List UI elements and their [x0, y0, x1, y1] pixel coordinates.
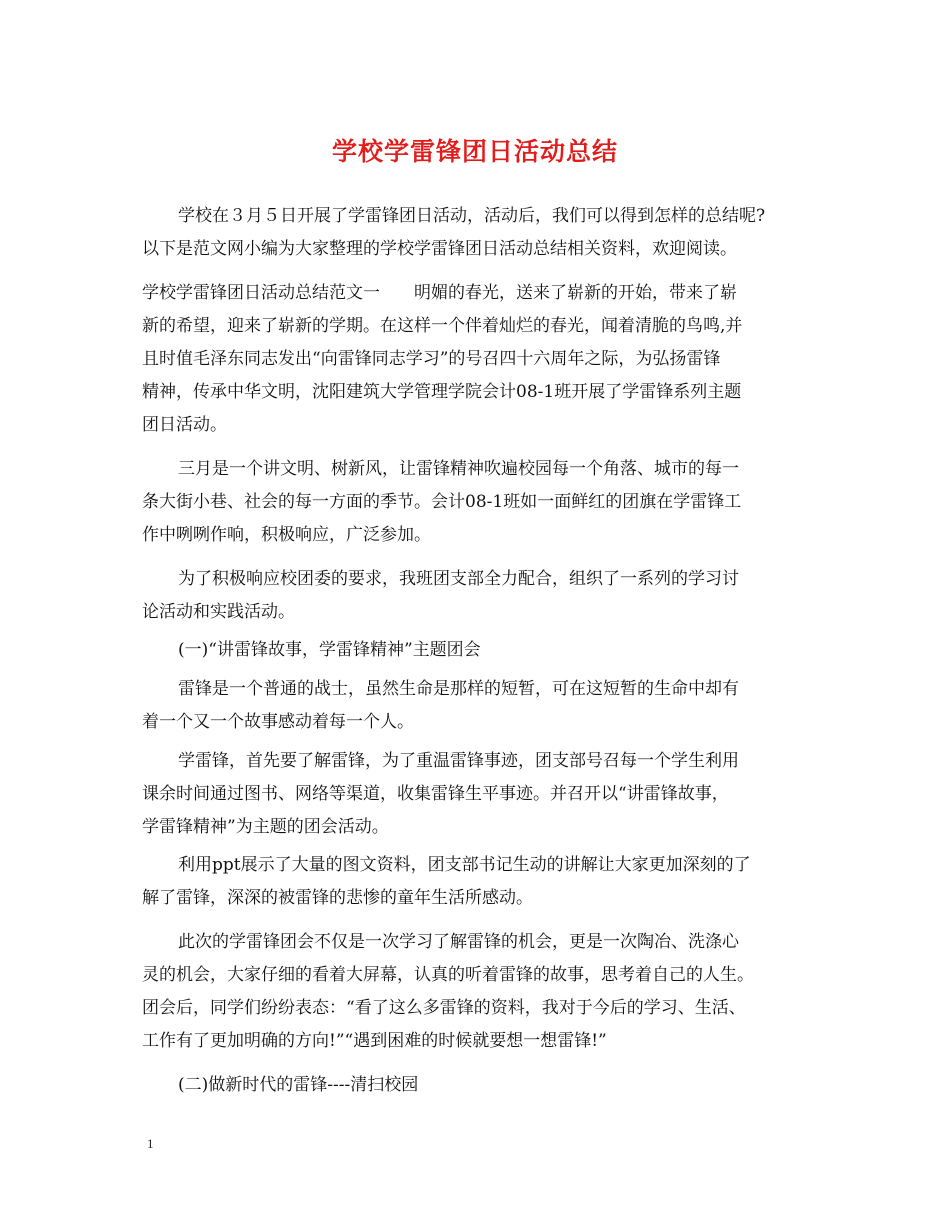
- text-line: 雷锋是一个普通的战士，虽然生命是那样的短暂，可在这短暂的生命中却有: [178, 679, 739, 699]
- text-line: 为了积极响应校团委的要求，我班团支部全力配合，组织了一系列的学习讨: [178, 569, 739, 589]
- text-line: (一)“讲雷锋故事，学雷锋精神”主题团会: [178, 640, 481, 660]
- text-line: 团日活动。: [142, 415, 227, 435]
- text-line: 课余时间通过图书、网络等渠道，收集雷锋生平事迹。并召开以“讲雷锋故事，: [142, 784, 729, 804]
- text-line: 工作有了更加明确的方向!”“遇到困难的时候就要想一想雷锋!”: [142, 1031, 607, 1051]
- text-line: 精神，传承中华文明，沈阳建筑大学管理学院会计08-1班开展了学雷锋系列主题: [142, 382, 742, 402]
- page-number: 1: [147, 1136, 154, 1151]
- text-line: 解了雷锋，深深的被雷锋的悲惨的童年生活所感动。: [142, 888, 533, 908]
- text-line: 学雷锋，首先要了解雷锋，为了重温雷锋事迹，团支部号召每一个学生利用: [178, 751, 739, 771]
- text-line: (二)做新时代的雷锋----清扫校园: [178, 1075, 419, 1095]
- text-line: 作中咧咧作响，积极响应，广泛参加。: [142, 525, 431, 545]
- text-line: 条大街小巷、社会的每一方面的季节。会计08-1班如一面鲜红的团旗在学雷锋工: [142, 492, 742, 512]
- text-line: 以下是范文网小编为大家整理的学校学雷锋团日活动总结相关资料，欢迎阅读。: [142, 239, 737, 259]
- text-line: 灵的机会，大家仔细的看着大屏幕，认真的听着雷锋的故事，思考着自己的人生。: [142, 965, 754, 985]
- text-line: 论活动和实践活动。: [142, 602, 295, 622]
- text-line: 新的希望，迎来了崭新的学期。在这样一个伴着灿烂的春光，闻着清脆的鸟鸣,并: [142, 316, 743, 336]
- text-line: 团会后，同学们纷纷表态：“看了这么多雷锋的资料，我对于今后的学习、生活、: [142, 998, 746, 1018]
- text-line: 学校在３月５日开展了学雷锋团日活动，活动后，我们可以得到怎样的总结呢?: [178, 206, 766, 226]
- text-line: 学雷锋精神”为主题的团会活动。: [142, 817, 389, 837]
- text-line: 三月是一个讲文明、树新风，让雷锋精神吹遍校园每一个角落、城市的每一: [178, 459, 739, 479]
- text-line: 学校学雷锋团日活动总结范文一 明媚的春光，送来了崭新的开始，带来了崭: [142, 283, 737, 303]
- text-line: 利用ppt展示了大量的图文资料，团支部书记生动的讲解让大家更加深刻的了: [178, 855, 751, 875]
- text-line: 着一个又一个故事感动着每一个人。: [142, 712, 414, 732]
- text-line: 此次的学雷锋团会不仅是一次学习了解雷锋的机会，更是一次陶冶、洗涤心: [178, 932, 739, 952]
- text-line: 且时值毛泽东同志发出“向雷锋同志学习”的号召四十六周年之际，为弘扬雷锋: [142, 349, 721, 369]
- document-title: 学校学雷锋团日活动总结: [331, 137, 618, 166]
